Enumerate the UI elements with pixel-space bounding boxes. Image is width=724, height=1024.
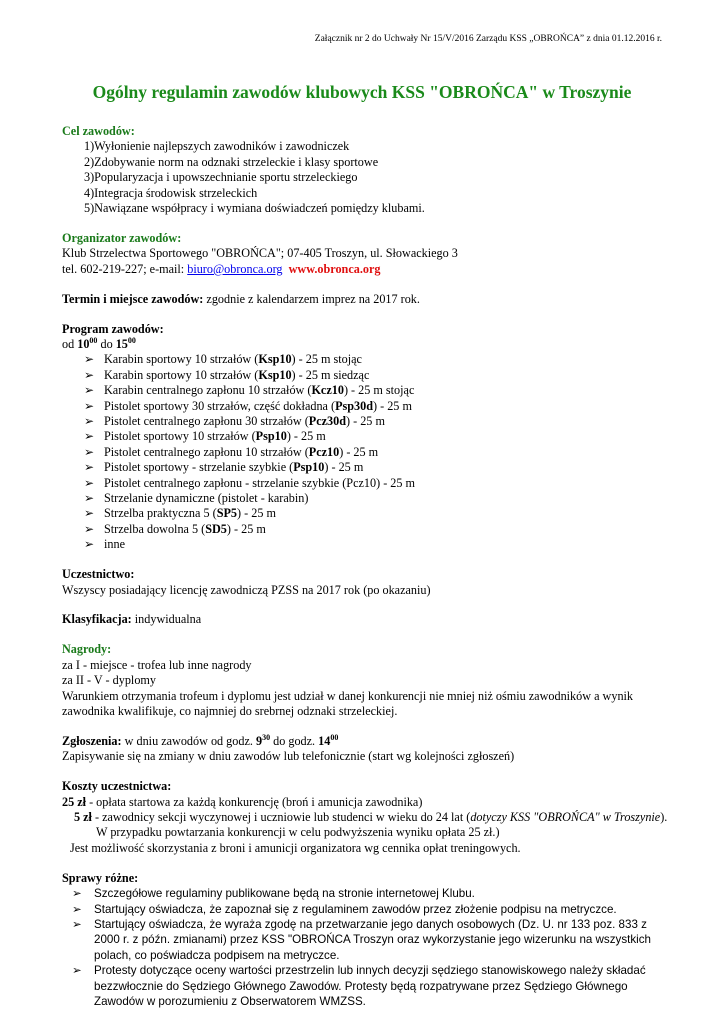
organizator-heading: Organizator zawodów: bbox=[62, 230, 182, 245]
cel-heading: Cel zawodów: bbox=[62, 124, 135, 138]
arrow-bullet-icon: ➢ bbox=[84, 352, 95, 367]
program-item: ➢ Pistolet sportowy 30 strzałów, część dokładna (Psp30d) - 25 m bbox=[84, 398, 412, 413]
zgloszenia-line: Zgłoszenia: w dniu zawodów od godz. $9^{30}$ do godz. $14^{00}$ bbox=[62, 732, 339, 748]
program-hours bbox=[62, 337, 672, 352]
sprawy-item: ➢ Protesty dotyczące oceny wartości przestrzelin lub innych decyzji sędziego stanowiskowego należy składać bezzwłocznie do Sędziego Głównego Zawodów. Protesty będą rozpatrywane przez Sędziego Głównego Zawodów w porozumieniu z Obserwatorem WMZSS. bbox=[72, 964, 646, 1008]
arrow-bullet-icon: ➢ bbox=[84, 460, 95, 475]
nagrody-line: za II - V - dyplomy bbox=[62, 673, 156, 688]
program-item: ➢ Karabin centralnego zapłonu 10 strzałów (Kcz10) - 25 m stojąc bbox=[84, 383, 415, 398]
organizator-contact bbox=[62, 262, 672, 277]
zgloszenia-label: Zgłoszenia: bbox=[62, 733, 122, 748]
termin-label: Termin i miejsce zawodów: bbox=[62, 291, 204, 306]
program-item: ➢ Pistolet centralnego zapłonu - strzelanie szybkie (Pcz10) - 25 m bbox=[84, 475, 416, 490]
klasyfikacja-line bbox=[62, 612, 672, 627]
program-item: ➢ Karabin sportowy 10 strzałów (Ksp10) - 25 m stojąc bbox=[84, 352, 362, 367]
program-start: $10^{00}$ bbox=[77, 335, 98, 351]
klasyfikacja-text: indywidualna bbox=[131, 612, 202, 627]
sprawy-item: ➢ Startujący oświadcza, że zapoznał się z regulaminem zawodów przez złożenie podpisu na metryczce. bbox=[72, 902, 617, 916]
website-link[interactable]: www.obronca.org bbox=[288, 261, 381, 276]
termin-text: zgodnie z kalendarzem imprez na 2017 rok. bbox=[203, 291, 420, 306]
program-heading: Program zawodów: bbox=[62, 321, 164, 336]
program-list bbox=[62, 352, 672, 552]
arrow-bullet-icon: ➢ bbox=[84, 444, 95, 459]
program-od: od bbox=[62, 336, 78, 351]
arrow-bullet-icon: ➢ bbox=[84, 521, 95, 536]
arrow-bullet-icon: ➢ bbox=[84, 491, 95, 506]
klasyfikacja-label: Klasyfikacja: bbox=[62, 612, 132, 627]
email-link[interactable]: biuro@obronca.org bbox=[187, 261, 283, 276]
cel-item: 4)Integracja środowisk strzeleckich bbox=[84, 185, 258, 200]
sprawy-list bbox=[62, 886, 672, 1009]
arrow-bullet-icon: ➢ bbox=[84, 429, 95, 444]
cel-item: 5)Nawiązane współpracy i wymiana doświadczeń pomiędzy klubami. bbox=[84, 201, 425, 216]
document-title: Ogólny regulamin zawodów klubowych KSS "OBROŃCA" w Troszynie bbox=[92, 82, 632, 102]
arrow-bullet-icon: ➢ bbox=[72, 887, 82, 901]
sprawy-heading: Sprawy różne: bbox=[62, 870, 139, 885]
program-item: ➢ Pistolet centralnego zapłonu 10 strzałów (Pcz10) - 25 m bbox=[84, 444, 379, 459]
nagrody-line: zawodnika kwalifikuje, co najmniej do srebrnej odznaki strzeleckiej. bbox=[62, 704, 398, 718]
nagrody-heading: Nagrody: bbox=[62, 642, 112, 657]
cel-list bbox=[62, 139, 672, 216]
program-item: ➢ Strzelba dowolna 5 (SD5) - 25 m bbox=[84, 521, 266, 536]
arrow-bullet-icon: ➢ bbox=[84, 367, 95, 382]
nagrody-line: za I - miejsce - trofea lub inne nagrody bbox=[62, 657, 252, 672]
arrow-bullet-icon: ➢ bbox=[84, 398, 95, 413]
koszty-line3: Jest możliwość skorzystania z broni i amunicji organizatora wg cennika opłat treningowych. bbox=[70, 840, 521, 855]
program-item: ➢ Karabin sportowy 10 strzałów (Ksp10) - 25 m siedząc bbox=[84, 367, 370, 382]
program-do: do bbox=[97, 336, 116, 351]
cel-item: 3)Popularyzacja i upowszechnianie sportu strzeleckiego bbox=[84, 170, 358, 185]
arrow-bullet-icon: ➢ bbox=[72, 964, 82, 978]
koszty-fee2: 5 zł - zawodnicy sekcji wyczynowej i uczniowie lub studenci w wieku do 24 lat (dotyczy KSS "OBROŃCA" w Troszynie). W przypadku powtarzania konkurencji w celu podwyższenia wyniku opłata 25 zł.) bbox=[74, 810, 668, 840]
koszty-fee1: 25 zł - opłata startowa za każdą konkurencję (broń i amunicja zawodnika) bbox=[62, 794, 423, 809]
sprawy-item: ➢ Startujący oświadcza, że wyraża zgodę na przetwarzanie jego danych osobowych (Dz. U. nr 133 poz. 833 z 2000 r. z późn. zmianami) przez KSS "OBROŃCA Troszyn oraz wykorzystanie jego wizerunku na wszystkich polach, co poświadcza podpisem na metryczce. bbox=[72, 917, 651, 962]
cel-item: 2)Zdobywanie norm na odznaki strzeleckie i klasy sportowe bbox=[84, 154, 379, 169]
organizator-tel: tel. 602-219-227; e-mail: bbox=[62, 261, 188, 276]
header-note: Załącznik nr 2 do Uchwały Nr 15/V/2016 Zarządu KSS „OBROŃCA” z dnia 01.12.2016 r. bbox=[314, 34, 662, 44]
program-item: ➢ Pistolet sportowy - strzelanie szybkie (Psp10) - 25 m bbox=[84, 460, 364, 475]
program-item: ➢ inne bbox=[84, 537, 125, 552]
program-item: ➢ Pistolet sportowy 10 strzałów (Psp10) - 25 m bbox=[84, 429, 326, 444]
termin-line bbox=[62, 292, 672, 307]
arrow-bullet-icon: ➢ bbox=[84, 383, 95, 398]
program-item: ➢ Pistolet centralnego zapłonu 30 strzałów (Pcz30d) - 25 m bbox=[84, 414, 385, 428]
arrow-bullet-icon: ➢ bbox=[84, 475, 95, 490]
program-end: $15^{00}$ bbox=[115, 335, 136, 351]
arrow-bullet-icon: ➢ bbox=[84, 506, 95, 521]
uczestnictwo-heading: Uczestnictwo: bbox=[62, 567, 135, 582]
cel-item: 1)Wyłonienie najlepszych zawodników i zawodniczek bbox=[84, 139, 350, 154]
organizator-address: Klub Strzelectwa Sportowego "OBROŃCA"; 07-405 Troszyn, ul. Słowackiego 3 bbox=[62, 246, 458, 261]
arrow-bullet-icon: ➢ bbox=[72, 917, 82, 931]
zgloszenia-line2: Zapisywanie się na zmiany w dniu zawodów lub telefonicznie (start wg kolejności zgłoszeń) bbox=[62, 749, 515, 764]
koszty-heading: Koszty uczestnictwa: bbox=[62, 779, 172, 794]
document-body bbox=[62, 124, 672, 1009]
uczestnictwo-text: Wszyscy posiadający licencję zawodniczą PZSS na 2017 rok (po okazaniu) bbox=[62, 582, 431, 597]
arrow-bullet-icon: ➢ bbox=[84, 537, 95, 552]
nagrody-line: Warunkiem otrzymania trofeum i dyplomu jest udział w danej konkurencji nie mniej niż ośmiu zawodników a wynik bbox=[62, 688, 634, 703]
arrow-bullet-icon: ➢ bbox=[84, 414, 95, 428]
sprawy-item: ➢ Szczegółowe regulaminy publikowane będą na stronie internetowej Klubu. bbox=[72, 887, 475, 901]
arrow-bullet-icon: ➢ bbox=[72, 902, 82, 916]
program-item: ➢ Strzelanie dynamiczne (pistolet - karabin) bbox=[84, 491, 309, 506]
program-item: ➢ Strzelba praktyczna 5 (SP5) - 25 m bbox=[84, 506, 276, 521]
